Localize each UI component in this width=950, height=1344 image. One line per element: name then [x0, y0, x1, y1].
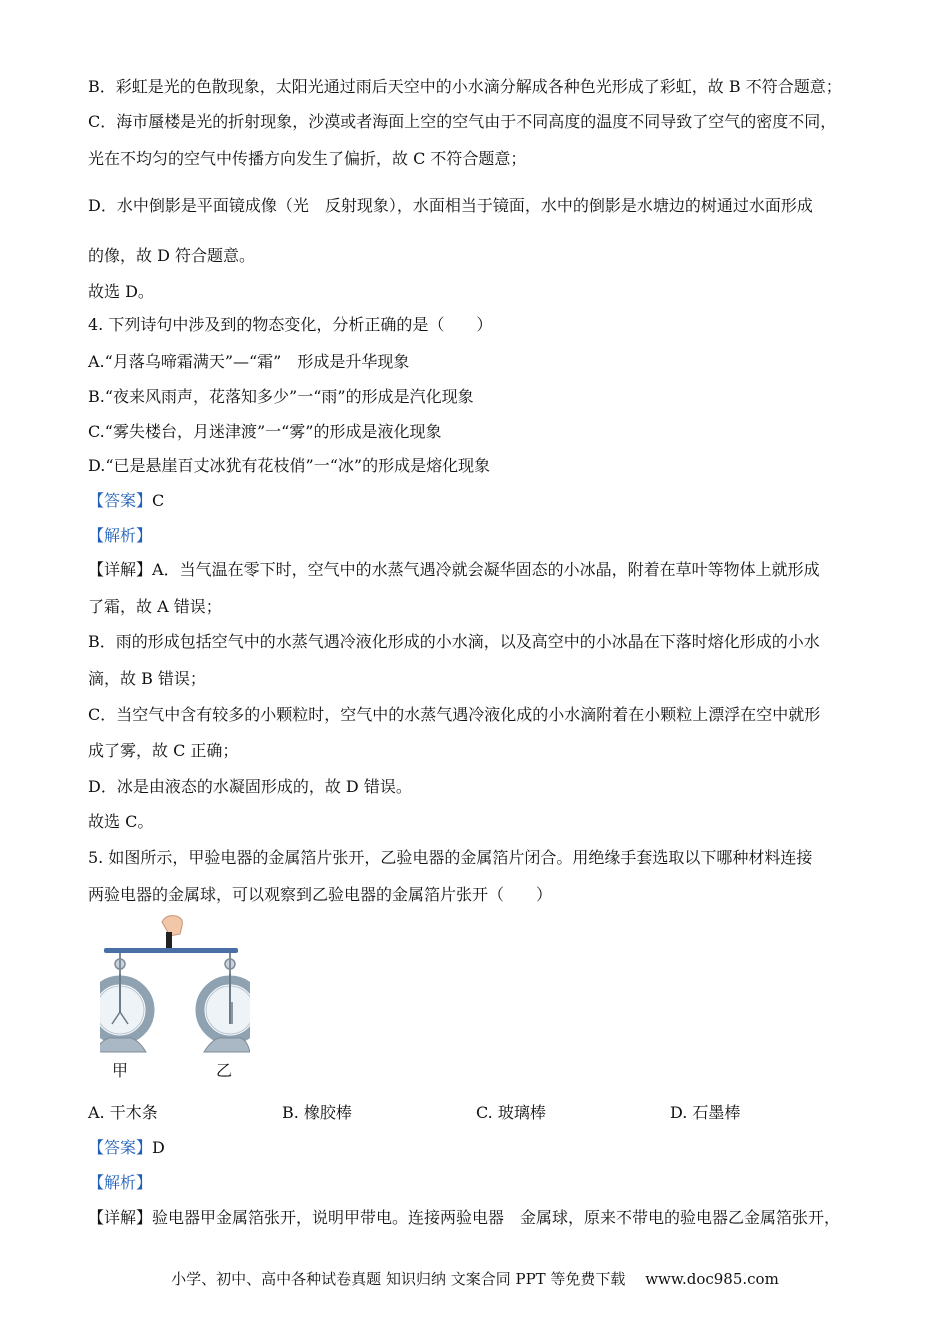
question-4-option-c: C.“雾失楼台，月迷津渡”一“雾”的形成是液化现象 — [88, 422, 442, 441]
answer-tag: 【答案】 — [88, 1138, 153, 1157]
question-4-option-a: A.“月落乌啼霜满天”—“霜” 形成是升华现象 — [88, 352, 410, 371]
question-4-option-b: B.“夜来风雨声，花落知多少”一“雨”的形成是汽化现象 — [88, 387, 474, 406]
question-5-option-d: D. 石墨棒 — [670, 1103, 741, 1122]
text-line: B．雨的形成包括空气中的水蒸气遇冷液化形成的小水滴，以及高空中的小冰晶在下落时熔化形成的小水 — [88, 632, 820, 651]
detail-tag: 【详解】 — [88, 1208, 153, 1227]
text-line: C．海市蜃楼是光的折射现象，沙漠或者海面上空的空气由于不同高度的温度不同导致了空气的密度不同， — [88, 112, 837, 131]
question-5-option-a: A. 干木条 — [88, 1103, 158, 1122]
label-jia: 甲 — [112, 1061, 129, 1080]
answer-line — [88, 1137, 165, 1159]
answer-line — [88, 490, 164, 512]
text-line: 光在不均匀的空气中传播方向发生了偏折，故 C 不符合题意； — [88, 149, 527, 168]
page-footer: 小学、初中、高中各种试卷真题 知识归纳 文案合同 PPT 等免费下载 www.doc985.com — [171, 1270, 779, 1288]
question-5-option-b: B. 橡胶棒 — [282, 1103, 352, 1122]
text-line: D．水中倒影是平面镜成像（光 反射现象），水面相当于镜面，水中的倒影是水塘边的树通过水面形成 — [88, 196, 813, 215]
question-5-option-c: C. 玻璃棒 — [476, 1103, 546, 1122]
text-line: 故选 C。 — [88, 812, 154, 831]
text-line: 了霜，故 A 错误； — [88, 597, 222, 616]
electroscope-yi — [200, 953, 250, 1052]
question-5-stem: 两验电器的金属球，可以观察到乙验电器的金属箔片张开（ ） — [88, 885, 553, 904]
electroscope-illustration — [100, 912, 250, 1062]
question-5-stem: 5. 如图所示，甲验电器的金属箔片张开，乙验电器的金属箔片闭合。用绝缘手套选取以下哪种材料连接 — [88, 848, 813, 867]
text-line: C．当空气中含有较多的小颗粒时，空气中的水蒸气遇冷液化成的小水滴附着在小颗粒上漂浮在空中就形 — [88, 705, 821, 724]
text-line: B．彩虹是光的色散现象，太阳光通过雨后天空中的小水滴分解成各种色光形成了彩虹，故 B 不符合题意； — [88, 77, 842, 96]
text-line: 故选 D。 — [88, 282, 154, 301]
text-line: D．冰是由液态的水凝固形成的，故 D 错误。 — [88, 777, 412, 796]
answer-value: C — [152, 491, 165, 510]
analysis-line — [88, 1172, 152, 1194]
detail-text: 验电器甲金属箔张开，说明甲带电。连接两验电器 金属球，原来不带电的验电器乙金属箔张开， — [152, 1208, 841, 1227]
answer-tag: 【答案】 — [88, 491, 153, 510]
analysis-line — [88, 525, 152, 547]
label-yi: 乙 — [216, 1061, 233, 1080]
detail-tag: 【详解】 — [88, 560, 153, 579]
detail-line — [88, 559, 820, 581]
analysis-tag: 【解析】 — [88, 1173, 153, 1192]
electroscope-jia — [100, 953, 150, 1052]
text-line: 成了雾，故 C 正确； — [88, 741, 239, 760]
detail-text: A．当气温在零下时，空气中的水蒸气遇冷就会凝华固态的小冰晶，附着在草叶等物体上就形成 — [152, 560, 820, 579]
electroscope-figure — [100, 912, 250, 1082]
question-4-option-d: D.“已是悬崖百丈冰犹有花枝俏”一“冰”的形成是熔化现象 — [88, 456, 491, 475]
question-4-stem: 4. 下列诗句中涉及到的物态变化，分析正确的是（ ） — [88, 315, 493, 334]
text-line: 的像，故 D 符合题意。 — [88, 246, 256, 265]
detail-line — [88, 1207, 840, 1229]
text-line: 滴，故 B 错误； — [88, 669, 206, 688]
answer-value: D — [152, 1138, 165, 1157]
analysis-tag: 【解析】 — [88, 526, 153, 545]
